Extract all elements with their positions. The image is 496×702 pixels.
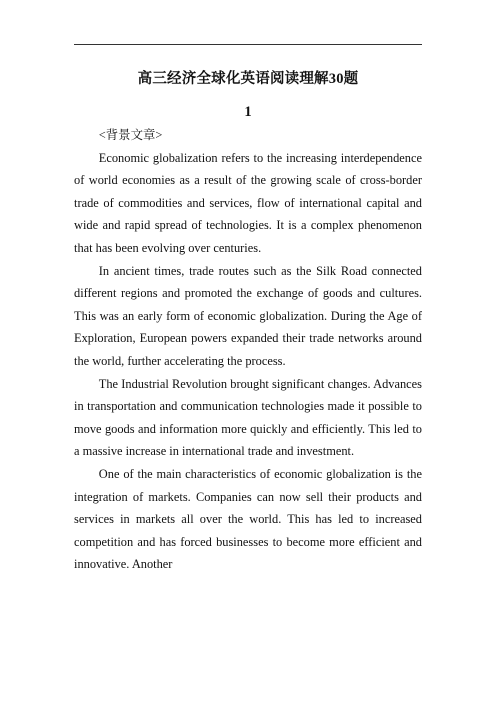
section-tag: <背景文章> <box>98 128 163 142</box>
paragraph-3: The Industrial Revolution brought significant changes. Advances in transportation and communication technologies made it possible to move goods and information more quickly and efficiently. This led to a massive increase in international trade and investment. <box>74 376 422 459</box>
paragraph-4: One of the main characteristics of economic globalization is the integration of markets. Companies can now sell their products and services in markets all over the world. This has led to increased competition and has forced businesses to become more efficient and innovative. Another <box>74 466 422 572</box>
document-title: 高三经济全球化英语阅读理解30题 <box>137 71 359 87</box>
question-number: 1 <box>244 104 252 120</box>
article-body <box>74 124 422 576</box>
header-rule <box>74 44 422 45</box>
paragraph-2: In ancient times, trade routes such as the Silk Road connected different regions and promoted the exchange of goods and cultures. This was an early form of economic globalization. During the Age of Exploration, European powers expanded their trade networks around the world, further accelerating the process. <box>74 263 422 368</box>
paragraph-1: Economic globalization refers to the increasing interdependence of world economies as a result of the growing scale of cross-border trade of commodities and services, flow of international capital and wide and rapid spread of technologies. It is a complex phenomenon that has been evolving over centuries. <box>74 150 422 255</box>
